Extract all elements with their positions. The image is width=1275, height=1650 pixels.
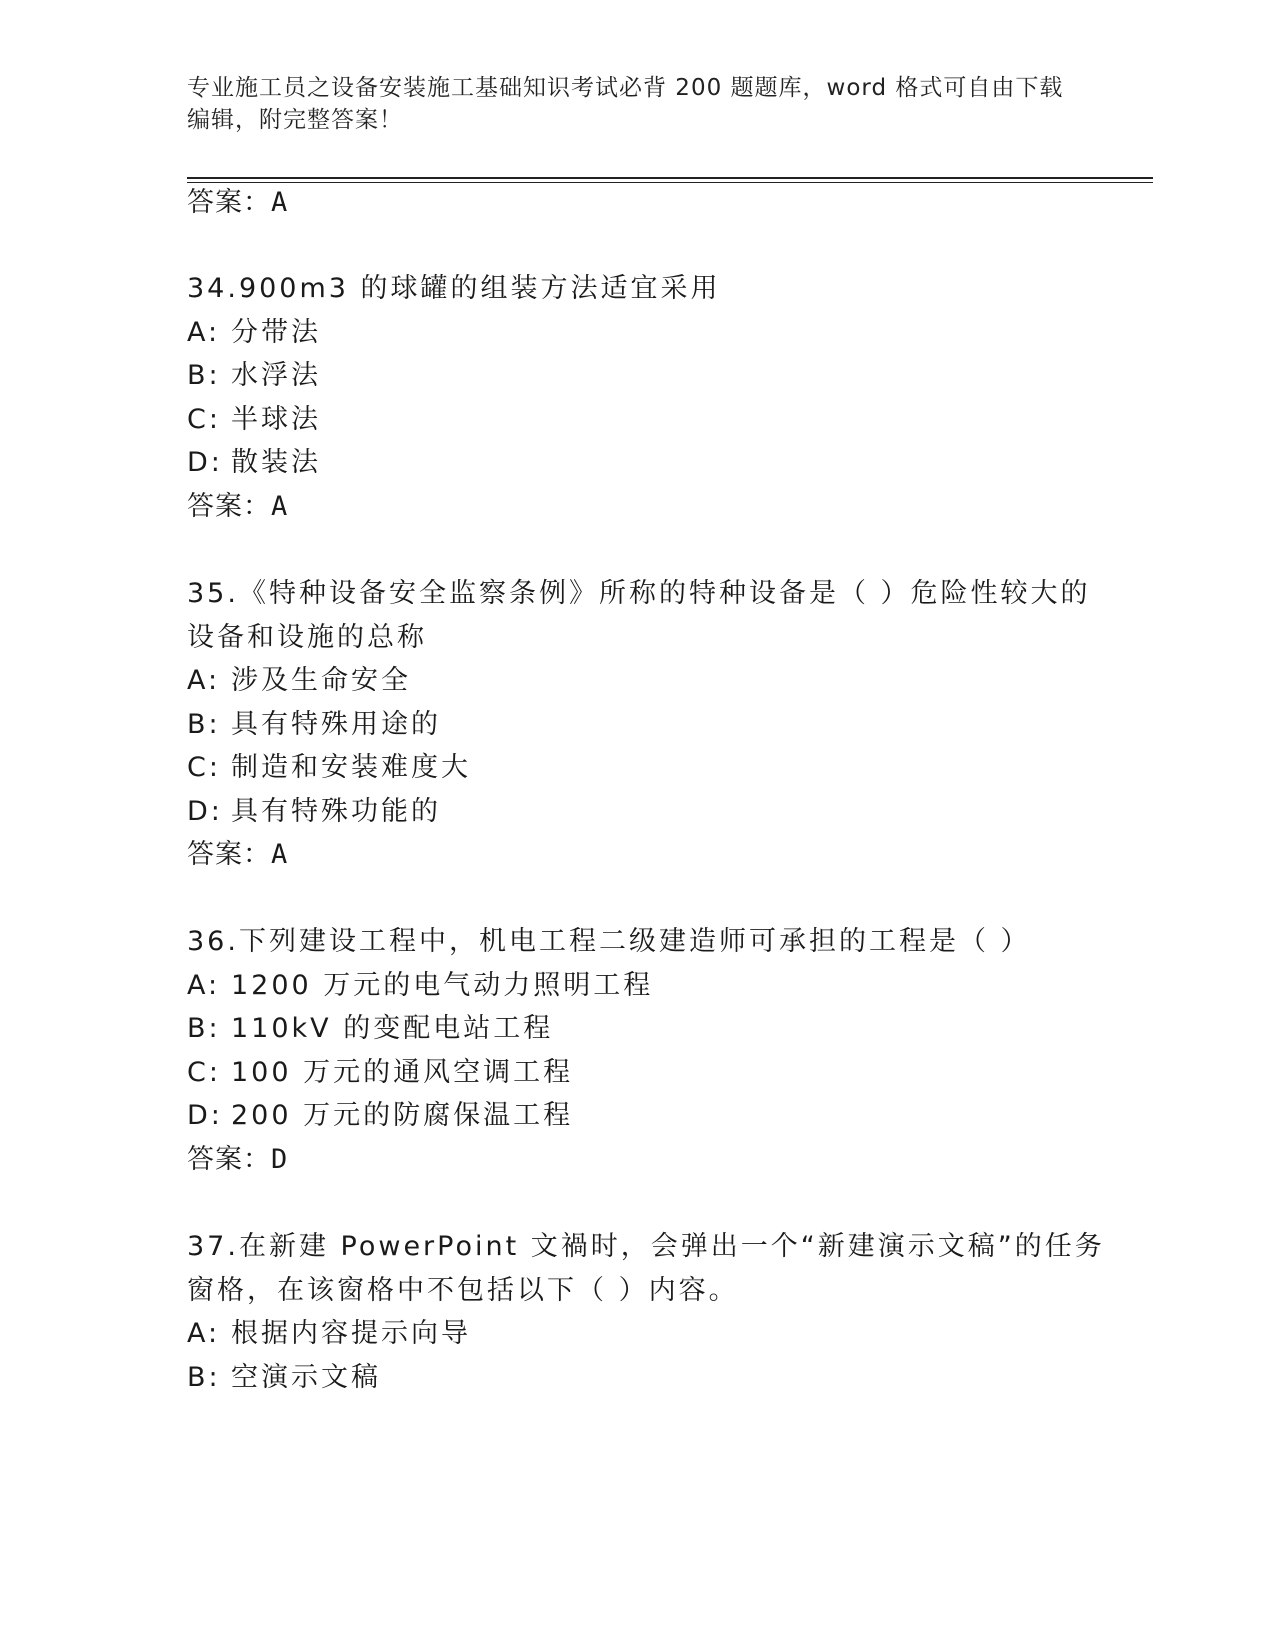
header-line-2: 编辑，附完整答案！ [187, 107, 403, 133]
option-text: 涉及生命安全 [231, 665, 411, 696]
option-text: 具有特殊用途的 [231, 709, 441, 740]
option-text: 分带法 [231, 317, 321, 348]
question-34-option-c [187, 403, 321, 437]
option-key: A: [187, 665, 221, 696]
question-35-stem-line-1: 35.《特种设备安全监察条例》所称的特种设备是（ ）危险性较大的 [187, 578, 1091, 609]
document-header [187, 72, 1067, 136]
question-36-stem: 36.下列建设工程中，机电工程二级建造师可承担的工程是（ ） [187, 926, 1031, 957]
question-35-option-b [187, 708, 441, 742]
question-35-option-a [187, 664, 411, 698]
option-text: 散装法 [231, 447, 321, 478]
header-divider-thick [187, 177, 1153, 179]
question-37-option-a [187, 1317, 471, 1351]
answer-prev: 答案：A [187, 187, 289, 218]
option-text: 具有特殊功能的 [231, 796, 441, 827]
question-37-stem-line-2: 窗格，在该窗格中不包括以下（ ）内容。 [187, 1275, 739, 1306]
option-text: 110kV 的变配电站工程 [231, 1013, 554, 1044]
option-key: A: [187, 970, 221, 1001]
option-key: B: [187, 709, 221, 740]
question-37-stem-line-1: 37.在新建 PowerPoint 文禍时，会弹出一个“新建演示文稿”的任务 [187, 1231, 1105, 1262]
question-36-option-c [187, 1056, 573, 1090]
option-text: 制造和安装难度大 [231, 752, 471, 783]
question-34-option-b [187, 359, 321, 393]
option-key: C: [187, 404, 221, 435]
option-text: 半球法 [231, 404, 321, 435]
header-divider-thin [187, 182, 1153, 183]
option-key: A: [187, 317, 221, 348]
question-34-option-a [187, 316, 321, 350]
question-35-option-c [187, 751, 471, 785]
option-key: D: [187, 1100, 223, 1131]
question-34-option-d [187, 446, 321, 480]
option-key: D: [187, 796, 223, 827]
question-36-option-a [187, 969, 653, 1003]
question-34-stem: 34.900m3 的球罐的组装方法适宜采用 [187, 273, 721, 304]
option-text: 水浮法 [231, 360, 321, 391]
question-37-option-b [187, 1361, 381, 1395]
option-key: C: [187, 752, 221, 783]
option-key: A: [187, 1318, 221, 1349]
option-key: B: [187, 1013, 221, 1044]
header-line-1: 专业施工员之设备安装施工基础知识考试必背 200 题题库，word 格式可自由下载 [187, 75, 1064, 101]
question-36-option-b [187, 1012, 553, 1046]
question-35-option-d [187, 795, 441, 829]
question-36-option-d [187, 1099, 573, 1133]
question-34-answer: 答案：A [187, 491, 289, 522]
option-key: D: [187, 447, 223, 478]
option-text: 1200 万元的电气动力照明工程 [231, 970, 654, 1001]
question-36-answer: 答案：D [187, 1144, 289, 1175]
option-text: 200 万元的防腐保温工程 [231, 1100, 574, 1131]
option-text: 空演示文稿 [231, 1362, 381, 1393]
option-text: 根据内容提示向导 [231, 1318, 471, 1349]
question-35-stem-line-2: 设备和设施的总称 [187, 622, 427, 653]
option-text: 100 万元的通风空调工程 [231, 1057, 574, 1088]
option-key: B: [187, 360, 221, 391]
option-key: B: [187, 1362, 221, 1393]
question-35-answer: 答案：A [187, 839, 289, 870]
option-key: C: [187, 1057, 221, 1088]
